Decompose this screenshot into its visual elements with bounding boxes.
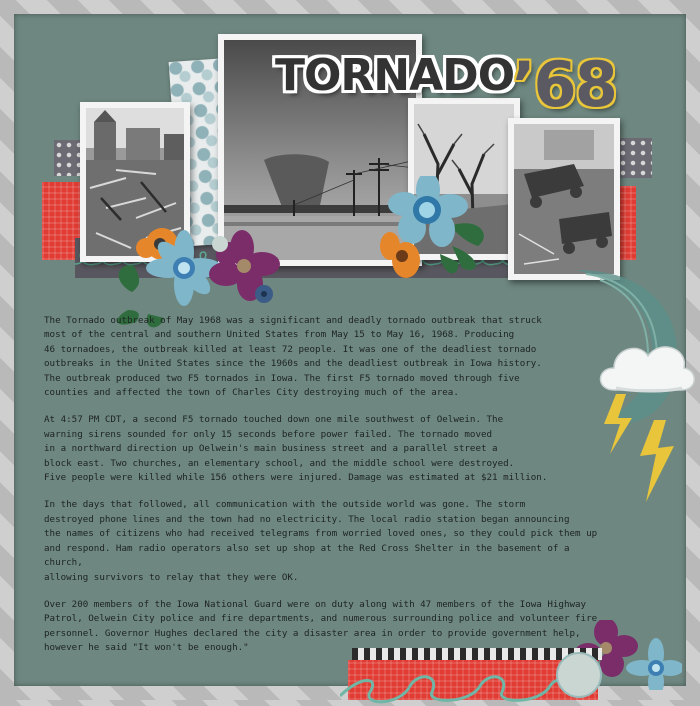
lightning-bolt-icon: [600, 390, 680, 510]
journal-paragraph-4: Over 200 members of the Iowa National Guard were on duty along with 47 members of the Iowa Highway Patrol, Oelwein City police and fire departments, and numerous surrounding police and volunteer fire personnel. Governor Hughes declared the city a disaster area in order to provide government help, however he said "It won't be enough.": [44, 598, 598, 654]
journal-paragraph-2: At 4:57 PM CDT, a second F5 tornado touched down one mile southwest of Oelwein. The warning sirens sounded for only 15 seconds before power failed. The tornado moved in a northward direction up Oelwein's main business street and a parallel street a block east. Two churches, an elementary school, and the middle school were destroyed. Five people were killed while 156 others were injured. Damage was estimated at $21 million.: [44, 414, 548, 484]
overturned-cars-image: [514, 124, 614, 274]
journal-paragraph-3: In the days that followed, all communication with the outside world was gone. The storm destroyed phone lines and the town had no electricity. The local radio station began announcing the names of citizens who had received telegrams from worried loved ones, so they could pick them up and respond. Ham radio operators also set up shop at the Red Cross Shelter in the basement of a church, allowing survivors to relay that they were OK.: [44, 499, 598, 583]
year-title: ’68: [512, 48, 616, 121]
page-title: TORNADO: [275, 50, 515, 101]
journal-paragraph-1: The Tornado outbreak of May 1968 was a significant and deadly tornado outbreak that struck most of the central and southern United States from May 15 to May 16, 1968. Producing 46 tornadoes, the outbreak killed at least 72 people. It was one of the deadliest tornado outbreaks in the United States since the 1960s and the deadliest outbreak in Iowa history. The outbreak produced two F5 tornados in Iowa. The first F5 tornado moved through five counties and affected the town of Charles City destroying much of the area.: [44, 315, 542, 399]
overturned-cars-photo: [508, 118, 620, 280]
flower-cluster-center: [380, 176, 500, 286]
bottom-loop-trim: [340, 666, 580, 706]
journaling-block: [44, 314, 604, 669]
